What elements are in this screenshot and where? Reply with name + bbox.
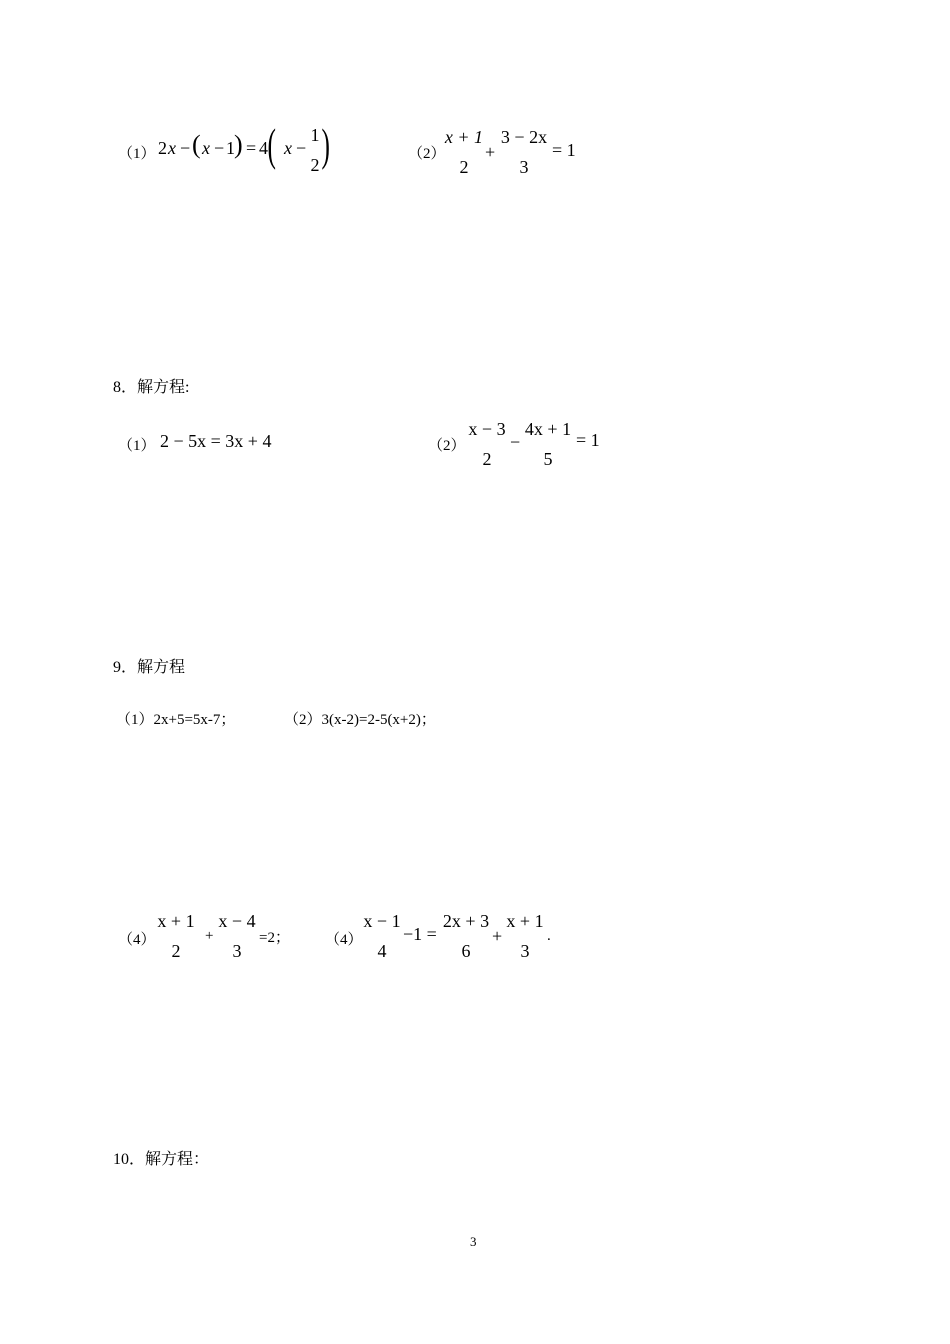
q8-heading: 8．解方程: [113, 379, 190, 396]
q7-p1-inner-x: x [202, 138, 210, 158]
q9-p4-plus: + [492, 926, 503, 946]
q9-p3-f1-num: x + 1 [157, 911, 195, 931]
q7-p1-frac-num: 1 [310, 125, 320, 145]
q7-p1-inner-one: 1 [226, 138, 235, 158]
q7-p2-fraction-1 [444, 128, 484, 178]
q9-p3-f1-den: 2 [171, 941, 181, 961]
q9-p2: （2）3(x-2)=2-5(x+2)； [284, 712, 436, 728]
q9-p3-fraction-2 [216, 912, 258, 962]
q9-p3-label: （4） [118, 932, 156, 948]
q8-p2-rhs: = 1 [576, 430, 600, 450]
q9-p4-f3-den: 3 [520, 941, 530, 961]
page-number: 3 [470, 1234, 477, 1249]
q8-p1-label: （1） [118, 438, 156, 454]
q10-heading: 10．解方程： [113, 1151, 210, 1168]
q7-p1-fraction [308, 126, 322, 176]
q7-p2-f2-den: 3 [519, 157, 529, 177]
q9-p4-f2-num: 2x + 3 [442, 911, 490, 931]
q7-p2-rhs: = 1 [552, 140, 576, 160]
q7-p2-fraction-2 [498, 128, 550, 178]
q9-p3-rhs: =2； [259, 930, 290, 946]
q9-p4-fraction-1 [362, 912, 402, 962]
q7-p2-f2-num: 3 − 2x [500, 127, 548, 147]
q7-p1-label: （1） [118, 146, 156, 162]
q7-p1-bminus: − [296, 138, 307, 158]
q9-p4-end: . [547, 928, 551, 944]
q9-p3-fraction-1 [156, 912, 196, 962]
q8-p2-label: （2） [428, 438, 466, 454]
q9-p1: （1）2x+5=5x-7； [116, 712, 236, 728]
q9-p4-f1-num: x − 1 [363, 911, 401, 931]
q8-p2-f2-den: 5 [543, 449, 553, 469]
q9-p3-f2-den: 3 [232, 941, 242, 961]
q9-p4-fraction-2 [440, 912, 492, 962]
q9-p4-f3-num: x + 1 [506, 911, 544, 931]
q8-p2-f1-den: 2 [482, 449, 492, 469]
q9-p4-f1-den: 4 [377, 941, 387, 961]
q7-p1-frac-den: 2 [310, 155, 320, 175]
q8-p2-f2-num: 4x + 1 [524, 419, 572, 439]
q7-p1-minus: − [180, 138, 191, 158]
q8-p2-fraction-2 [522, 420, 574, 470]
q7-p1-four: 4 [259, 138, 268, 158]
q7-p2-f1-den: 2 [459, 157, 469, 177]
q9-p3-plus: + [205, 928, 214, 944]
q7-p2-plus: + [485, 142, 496, 162]
q9-p4-fraction-3 [505, 912, 545, 962]
q7-p1-big-lparen: ( [267, 119, 276, 170]
q9-p3-f2-num: x − 4 [218, 911, 256, 931]
q7-p1-equals: = [246, 138, 257, 158]
q8-p2-minus: − [510, 432, 521, 452]
q7-p1-x: x [168, 138, 176, 158]
q7-p1-equation [158, 119, 338, 176]
q7-p2-label: （2） [408, 146, 446, 162]
q8-p2-f1-num: x − 3 [468, 419, 506, 439]
q9-p4-f2-den: 6 [461, 941, 471, 961]
q9-p4-mid: −1 = [403, 924, 437, 944]
q7-p1-coef: 2 [158, 138, 167, 158]
q7-p1-bx: x [284, 138, 292, 158]
q7-p1-rparen: ) [234, 130, 243, 159]
q7-p1-big-rparen: ) [321, 119, 330, 170]
q8-p2-fraction-1 [467, 420, 507, 470]
q7-p1-inner-minus: − [214, 138, 225, 158]
q9-p4-label: （4） [325, 932, 363, 948]
q8-p1-expr: 2 − 5x = 3x + 4 [160, 431, 272, 451]
q7-p2-f1-num: x + 1 [444, 127, 484, 147]
q9-heading: 9．解方程 [113, 659, 186, 676]
q7-p1-lparen: ( [192, 130, 201, 159]
